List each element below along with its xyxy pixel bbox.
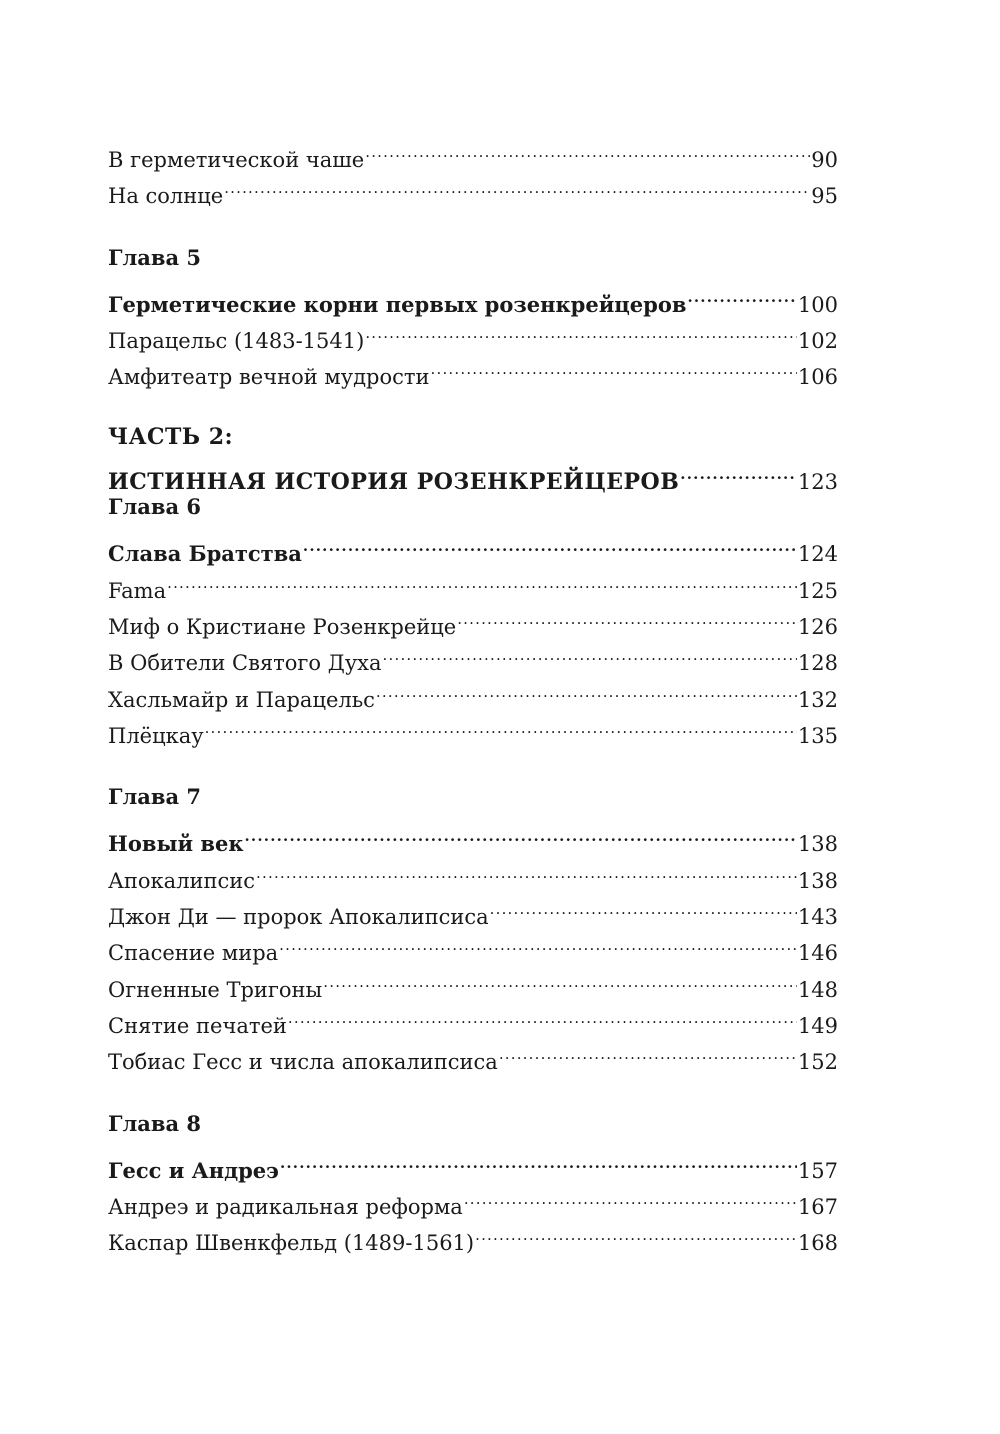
- dot-leader: [167, 562, 797, 598]
- toc-entry-page: 146: [797, 941, 838, 966]
- toc-entry-title: Герметические корни первых розенкрейцеров: [108, 291, 687, 317]
- toc-entry-page: 132: [797, 687, 838, 712]
- dot-leader: [431, 348, 797, 384]
- toc-entry-title: На солнце: [108, 184, 224, 209]
- toc-entry-page: 90: [811, 148, 838, 172]
- toc-entry-title: Джон Ди — пророк Апокалипсиса: [108, 905, 489, 930]
- dot-leader: [245, 815, 797, 851]
- chapter-title-entry[interactable]: [108, 276, 838, 317]
- chapter-title-entry[interactable]: [108, 1142, 838, 1183]
- toc-entry-page: 149: [797, 1013, 838, 1038]
- dot-leader: [280, 1142, 797, 1178]
- dot-leader: [256, 852, 797, 888]
- dot-leader: [303, 525, 797, 561]
- toc-entry-page: 123: [797, 469, 838, 494]
- toc-entry-title: В герметической чаше: [108, 148, 365, 172]
- toc-entry-title: Амфитеатр вечной мудрости: [108, 365, 430, 390]
- toc-entry-page: 124: [797, 542, 838, 567]
- toc-entry-page: 125: [797, 578, 838, 603]
- dot-leader: [383, 634, 797, 670]
- toc-entry-page: 138: [797, 868, 838, 893]
- dot-leader: [279, 924, 797, 960]
- toc-entry-page: 143: [797, 905, 838, 930]
- toc-entry-page: 106: [797, 365, 838, 390]
- toc-entry-title: Огненные Тригоны: [108, 977, 323, 1002]
- toc-entry-page: 126: [797, 614, 838, 639]
- table-of-contents: [108, 131, 838, 1256]
- dot-leader: [490, 888, 797, 924]
- toc-entry-title: Тобиас Гесс и числа апокалипсиса: [108, 1050, 498, 1075]
- part-title-entry[interactable]: [108, 453, 838, 495]
- dot-leader: [687, 276, 796, 312]
- chapter-title-entry[interactable]: [108, 525, 838, 567]
- dot-leader: [365, 131, 810, 167]
- toc-entry-title: Слава Братства: [108, 541, 302, 567]
- dot-leader: [475, 1214, 797, 1250]
- chapter-heading: Глава 7: [108, 784, 202, 810]
- dot-leader: [499, 1033, 797, 1069]
- dot-leader: [376, 671, 797, 707]
- toc-entry-page: 135: [797, 723, 838, 748]
- toc-entry-page: 168: [797, 1231, 838, 1256]
- toc-entry-title: Парацельс (1483-1541): [108, 329, 365, 354]
- toc-entry-title: Апокалипсис: [108, 868, 256, 893]
- dot-leader: [464, 1178, 797, 1214]
- toc-entry-title: Плёцкау: [108, 723, 204, 748]
- chapter-heading: Глава 5: [108, 244, 202, 270]
- dot-leader: [205, 707, 797, 743]
- toc-entry-page: 102: [797, 329, 838, 354]
- toc-entry-title: Хасльмайр и Парацельс: [108, 687, 375, 712]
- dot-leader: [365, 312, 797, 348]
- toc-entry-title: Новый век: [108, 831, 244, 857]
- toc-entry-page: 157: [797, 1158, 838, 1183]
- toc-entry[interactable]: [108, 707, 838, 748]
- dot-leader: [323, 961, 797, 997]
- toc-entry[interactable]: [108, 598, 838, 639]
- toc-entry-title: Каспар Швенкфельд (1489-1561): [108, 1231, 475, 1256]
- dot-leader: [680, 453, 797, 489]
- chapter-heading: Глава 6: [108, 494, 202, 520]
- dot-leader: [224, 167, 810, 203]
- part-heading: ЧАСТЬ 2:: [108, 423, 234, 450]
- part-title: ИСТИННАЯ ИСТОРИЯ РОЗЕНКРЕЙЦЕРОВ: [108, 468, 680, 495]
- toc-entry-page: 148: [797, 977, 838, 1002]
- toc-entry-title: Гесс и Андреэ: [108, 1157, 279, 1183]
- toc-entry[interactable]: [108, 131, 838, 172]
- toc-entry-title: Андреэ и радикальная реформа: [108, 1195, 463, 1220]
- toc-entry-title: Спасение мира: [108, 941, 279, 966]
- chapter-title-entry[interactable]: [108, 815, 838, 857]
- toc-entry-title: Снятие печатей: [108, 1013, 287, 1038]
- toc-entry-page: 138: [797, 832, 838, 857]
- dot-leader: [288, 997, 797, 1033]
- toc-entry-title: Миф о Кристиане Розенкрейце: [108, 614, 457, 639]
- toc-entry-page: 128: [797, 651, 838, 676]
- toc-entry-page: 100: [797, 292, 838, 317]
- chapter-heading: Глава 8: [108, 1110, 202, 1136]
- toc-entry-page: 95: [811, 184, 838, 209]
- dot-leader: [457, 598, 797, 634]
- toc-entry-page: 167: [797, 1195, 838, 1220]
- toc-entry-title: Fama: [108, 578, 167, 603]
- toc-entry-page: 152: [797, 1050, 838, 1075]
- toc-entry-title: В Обители Святого Духа: [108, 651, 382, 676]
- toc-entry[interactable]: [108, 562, 838, 603]
